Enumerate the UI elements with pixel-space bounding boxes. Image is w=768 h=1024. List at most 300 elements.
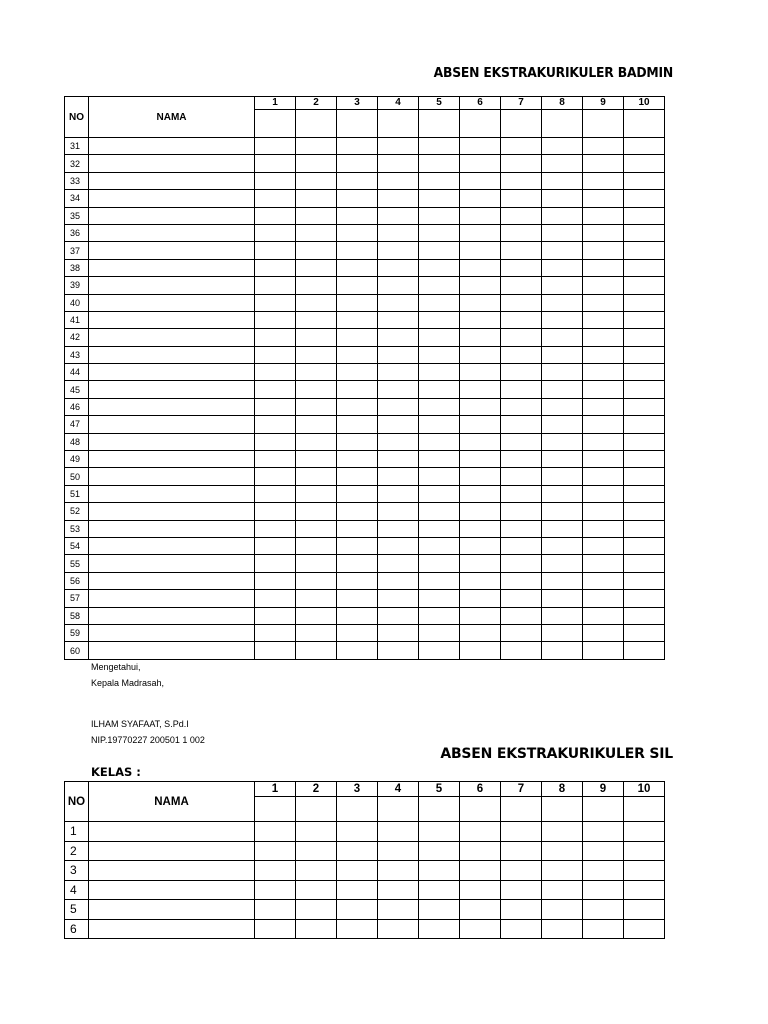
nama-cell[interactable]	[89, 880, 255, 900]
attendance-cell[interactable]	[460, 138, 501, 155]
attendance-cell[interactable]	[583, 190, 624, 207]
attendance-cell[interactable]	[624, 919, 665, 939]
attendance-cell[interactable]	[419, 503, 460, 520]
attendance-cell[interactable]	[501, 537, 542, 554]
attendance-cell[interactable]	[501, 346, 542, 363]
attendance-cell[interactable]	[419, 190, 460, 207]
attendance-cell[interactable]	[542, 861, 583, 881]
nama-cell[interactable]	[89, 398, 255, 415]
attendance-cell[interactable]	[337, 590, 378, 607]
attendance-cell[interactable]	[337, 172, 378, 189]
attendance-cell[interactable]	[583, 503, 624, 520]
attendance-cell[interactable]	[460, 572, 501, 589]
attendance-cell[interactable]	[255, 138, 296, 155]
nama-cell[interactable]	[89, 277, 255, 294]
attendance-cell[interactable]	[296, 433, 337, 450]
attendance-cell[interactable]	[255, 642, 296, 659]
nama-cell[interactable]	[89, 900, 255, 920]
attendance-cell[interactable]	[378, 138, 419, 155]
attendance-cell[interactable]	[460, 555, 501, 572]
attendance-cell[interactable]	[296, 259, 337, 276]
attendance-cell[interactable]	[255, 451, 296, 468]
attendance-cell[interactable]	[337, 642, 378, 659]
attendance-cell[interactable]	[542, 329, 583, 346]
nama-cell[interactable]	[89, 346, 255, 363]
attendance-cell[interactable]	[624, 590, 665, 607]
attendance-cell[interactable]	[460, 172, 501, 189]
attendance-cell[interactable]	[255, 329, 296, 346]
attendance-cell[interactable]	[419, 555, 460, 572]
attendance-cell[interactable]	[419, 381, 460, 398]
attendance-cell[interactable]	[378, 919, 419, 939]
attendance-cell[interactable]	[337, 624, 378, 641]
attendance-cell[interactable]	[583, 398, 624, 415]
attendance-cell[interactable]	[296, 919, 337, 939]
attendance-cell[interactable]	[583, 485, 624, 502]
attendance-cell[interactable]	[501, 607, 542, 624]
attendance-cell[interactable]	[460, 259, 501, 276]
attendance-cell[interactable]	[337, 503, 378, 520]
attendance-cell[interactable]	[337, 155, 378, 172]
attendance-cell[interactable]	[501, 841, 542, 861]
attendance-cell[interactable]	[583, 900, 624, 920]
attendance-cell[interactable]	[296, 381, 337, 398]
nama-cell[interactable]	[89, 572, 255, 589]
attendance-cell[interactable]	[460, 485, 501, 502]
nama-cell[interactable]	[89, 172, 255, 189]
nama-cell[interactable]	[89, 329, 255, 346]
attendance-cell[interactable]	[624, 900, 665, 920]
attendance-cell[interactable]	[419, 485, 460, 502]
attendance-cell[interactable]	[460, 311, 501, 328]
attendance-cell[interactable]	[378, 155, 419, 172]
attendance-cell[interactable]	[296, 242, 337, 259]
attendance-cell[interactable]	[296, 880, 337, 900]
nama-cell[interactable]	[89, 138, 255, 155]
attendance-cell[interactable]	[501, 329, 542, 346]
attendance-cell[interactable]	[583, 555, 624, 572]
attendance-cell[interactable]	[624, 520, 665, 537]
nama-cell[interactable]	[89, 311, 255, 328]
attendance-cell[interactable]	[419, 433, 460, 450]
attendance-cell[interactable]	[419, 242, 460, 259]
attendance-cell[interactable]	[378, 381, 419, 398]
attendance-cell[interactable]	[378, 624, 419, 641]
attendance-cell[interactable]	[501, 416, 542, 433]
attendance-cell[interactable]	[542, 520, 583, 537]
attendance-cell[interactable]	[624, 537, 665, 554]
attendance-cell[interactable]	[501, 207, 542, 224]
attendance-cell[interactable]	[337, 224, 378, 241]
attendance-cell[interactable]	[255, 520, 296, 537]
attendance-cell[interactable]	[378, 537, 419, 554]
nama-cell[interactable]	[89, 294, 255, 311]
attendance-cell[interactable]	[542, 138, 583, 155]
attendance-cell[interactable]	[460, 590, 501, 607]
attendance-cell[interactable]	[296, 364, 337, 381]
attendance-cell[interactable]	[419, 207, 460, 224]
attendance-cell[interactable]	[378, 841, 419, 861]
attendance-cell[interactable]	[501, 642, 542, 659]
attendance-cell[interactable]	[378, 346, 419, 363]
attendance-cell[interactable]	[378, 607, 419, 624]
attendance-cell[interactable]	[378, 822, 419, 842]
attendance-cell[interactable]	[337, 861, 378, 881]
attendance-cell[interactable]	[337, 242, 378, 259]
attendance-cell[interactable]	[255, 572, 296, 589]
attendance-cell[interactable]	[419, 900, 460, 920]
attendance-cell[interactable]	[337, 138, 378, 155]
attendance-cell[interactable]	[337, 416, 378, 433]
attendance-cell[interactable]	[255, 919, 296, 939]
nama-cell[interactable]	[89, 433, 255, 450]
attendance-cell[interactable]	[624, 841, 665, 861]
attendance-cell[interactable]	[337, 520, 378, 537]
attendance-cell[interactable]	[296, 138, 337, 155]
attendance-cell[interactable]	[624, 155, 665, 172]
attendance-cell[interactable]	[296, 172, 337, 189]
attendance-cell[interactable]	[624, 259, 665, 276]
attendance-cell[interactable]	[337, 919, 378, 939]
attendance-cell[interactable]	[337, 311, 378, 328]
nama-cell[interactable]	[89, 503, 255, 520]
attendance-cell[interactable]	[378, 416, 419, 433]
attendance-cell[interactable]	[296, 520, 337, 537]
attendance-cell[interactable]	[255, 607, 296, 624]
attendance-cell[interactable]	[542, 642, 583, 659]
attendance-cell[interactable]	[501, 590, 542, 607]
attendance-cell[interactable]	[419, 520, 460, 537]
attendance-cell[interactable]	[501, 520, 542, 537]
attendance-cell[interactable]	[624, 555, 665, 572]
attendance-cell[interactable]	[583, 224, 624, 241]
attendance-cell[interactable]	[542, 398, 583, 415]
attendance-cell[interactable]	[255, 364, 296, 381]
attendance-cell[interactable]	[542, 572, 583, 589]
attendance-cell[interactable]	[255, 155, 296, 172]
attendance-cell[interactable]	[460, 381, 501, 398]
attendance-cell[interactable]	[583, 172, 624, 189]
attendance-cell[interactable]	[542, 485, 583, 502]
attendance-cell[interactable]	[337, 555, 378, 572]
attendance-cell[interactable]	[419, 624, 460, 641]
attendance-cell[interactable]	[624, 381, 665, 398]
attendance-cell[interactable]	[296, 329, 337, 346]
attendance-cell[interactable]	[460, 468, 501, 485]
attendance-cell[interactable]	[255, 242, 296, 259]
attendance-cell[interactable]	[378, 572, 419, 589]
attendance-cell[interactable]	[583, 416, 624, 433]
nama-cell[interactable]	[89, 555, 255, 572]
attendance-cell[interactable]	[542, 172, 583, 189]
attendance-cell[interactable]	[542, 919, 583, 939]
attendance-cell[interactable]	[337, 433, 378, 450]
attendance-cell[interactable]	[624, 624, 665, 641]
nama-cell[interactable]	[89, 224, 255, 241]
attendance-cell[interactable]	[337, 346, 378, 363]
attendance-cell[interactable]	[460, 346, 501, 363]
attendance-cell[interactable]	[337, 485, 378, 502]
attendance-cell[interactable]	[583, 468, 624, 485]
attendance-cell[interactable]	[624, 224, 665, 241]
attendance-cell[interactable]	[460, 537, 501, 554]
attendance-cell[interactable]	[583, 451, 624, 468]
attendance-cell[interactable]	[378, 259, 419, 276]
attendance-cell[interactable]	[337, 277, 378, 294]
attendance-cell[interactable]	[378, 861, 419, 881]
nama-cell[interactable]	[89, 451, 255, 468]
attendance-cell[interactable]	[419, 919, 460, 939]
nama-cell[interactable]	[89, 242, 255, 259]
attendance-cell[interactable]	[255, 861, 296, 881]
attendance-cell[interactable]	[624, 329, 665, 346]
attendance-cell[interactable]	[624, 277, 665, 294]
attendance-cell[interactable]	[255, 381, 296, 398]
attendance-cell[interactable]	[255, 190, 296, 207]
attendance-cell[interactable]	[378, 190, 419, 207]
attendance-cell[interactable]	[378, 880, 419, 900]
attendance-cell[interactable]	[419, 861, 460, 881]
attendance-cell[interactable]	[419, 311, 460, 328]
attendance-cell[interactable]	[501, 224, 542, 241]
attendance-cell[interactable]	[419, 259, 460, 276]
attendance-cell[interactable]	[501, 398, 542, 415]
attendance-cell[interactable]	[296, 503, 337, 520]
attendance-cell[interactable]	[378, 590, 419, 607]
attendance-cell[interactable]	[583, 311, 624, 328]
attendance-cell[interactable]	[296, 398, 337, 415]
nama-cell[interactable]	[89, 537, 255, 554]
attendance-cell[interactable]	[460, 242, 501, 259]
nama-cell[interactable]	[89, 416, 255, 433]
attendance-cell[interactable]	[255, 311, 296, 328]
attendance-cell[interactable]	[460, 841, 501, 861]
attendance-cell[interactable]	[624, 138, 665, 155]
attendance-cell[interactable]	[501, 485, 542, 502]
attendance-cell[interactable]	[460, 207, 501, 224]
attendance-cell[interactable]	[583, 861, 624, 881]
attendance-cell[interactable]	[624, 364, 665, 381]
attendance-cell[interactable]	[337, 364, 378, 381]
attendance-cell[interactable]	[501, 822, 542, 842]
attendance-cell[interactable]	[624, 172, 665, 189]
attendance-cell[interactable]	[378, 364, 419, 381]
nama-cell[interactable]	[89, 190, 255, 207]
attendance-cell[interactable]	[460, 607, 501, 624]
attendance-cell[interactable]	[296, 155, 337, 172]
nama-cell[interactable]	[89, 607, 255, 624]
attendance-cell[interactable]	[255, 624, 296, 641]
attendance-cell[interactable]	[460, 451, 501, 468]
attendance-cell[interactable]	[501, 900, 542, 920]
attendance-cell[interactable]	[583, 572, 624, 589]
attendance-cell[interactable]	[419, 277, 460, 294]
attendance-cell[interactable]	[501, 468, 542, 485]
attendance-cell[interactable]	[501, 294, 542, 311]
attendance-cell[interactable]	[296, 277, 337, 294]
attendance-cell[interactable]	[583, 919, 624, 939]
attendance-cell[interactable]	[542, 822, 583, 842]
attendance-cell[interactable]	[255, 900, 296, 920]
attendance-cell[interactable]	[583, 242, 624, 259]
attendance-cell[interactable]	[542, 190, 583, 207]
attendance-cell[interactable]	[542, 503, 583, 520]
attendance-cell[interactable]	[255, 841, 296, 861]
attendance-cell[interactable]	[501, 861, 542, 881]
attendance-cell[interactable]	[255, 294, 296, 311]
attendance-cell[interactable]	[624, 485, 665, 502]
nama-cell[interactable]	[89, 520, 255, 537]
attendance-cell[interactable]	[255, 259, 296, 276]
attendance-cell[interactable]	[378, 294, 419, 311]
attendance-cell[interactable]	[337, 841, 378, 861]
attendance-cell[interactable]	[583, 822, 624, 842]
attendance-cell[interactable]	[378, 451, 419, 468]
attendance-cell[interactable]	[378, 207, 419, 224]
attendance-cell[interactable]	[296, 537, 337, 554]
attendance-cell[interactable]	[583, 259, 624, 276]
nama-cell[interactable]	[89, 468, 255, 485]
nama-cell[interactable]	[89, 207, 255, 224]
attendance-cell[interactable]	[624, 822, 665, 842]
attendance-cell[interactable]	[501, 364, 542, 381]
attendance-cell[interactable]	[255, 277, 296, 294]
attendance-cell[interactable]	[337, 190, 378, 207]
nama-cell[interactable]	[89, 861, 255, 881]
attendance-cell[interactable]	[255, 172, 296, 189]
attendance-cell[interactable]	[542, 207, 583, 224]
attendance-cell[interactable]	[542, 624, 583, 641]
attendance-cell[interactable]	[501, 311, 542, 328]
attendance-cell[interactable]	[419, 138, 460, 155]
attendance-cell[interactable]	[460, 861, 501, 881]
attendance-cell[interactable]	[419, 451, 460, 468]
nama-cell[interactable]	[89, 364, 255, 381]
attendance-cell[interactable]	[542, 537, 583, 554]
attendance-cell[interactable]	[460, 520, 501, 537]
attendance-cell[interactable]	[542, 242, 583, 259]
attendance-cell[interactable]	[378, 277, 419, 294]
attendance-cell[interactable]	[624, 642, 665, 659]
attendance-cell[interactable]	[583, 155, 624, 172]
attendance-cell[interactable]	[419, 155, 460, 172]
attendance-cell[interactable]	[296, 346, 337, 363]
attendance-cell[interactable]	[460, 822, 501, 842]
attendance-cell[interactable]	[501, 242, 542, 259]
attendance-cell[interactable]	[255, 346, 296, 363]
attendance-cell[interactable]	[337, 398, 378, 415]
attendance-cell[interactable]	[337, 880, 378, 900]
attendance-cell[interactable]	[337, 451, 378, 468]
attendance-cell[interactable]	[255, 433, 296, 450]
attendance-cell[interactable]	[501, 433, 542, 450]
nama-cell[interactable]	[89, 822, 255, 842]
attendance-cell[interactable]	[542, 590, 583, 607]
attendance-cell[interactable]	[296, 224, 337, 241]
nama-cell[interactable]	[89, 624, 255, 641]
attendance-cell[interactable]	[542, 259, 583, 276]
attendance-cell[interactable]	[583, 642, 624, 659]
attendance-cell[interactable]	[255, 468, 296, 485]
attendance-cell[interactable]	[460, 277, 501, 294]
attendance-cell[interactable]	[419, 398, 460, 415]
attendance-cell[interactable]	[583, 207, 624, 224]
attendance-cell[interactable]	[501, 190, 542, 207]
attendance-cell[interactable]	[624, 190, 665, 207]
attendance-cell[interactable]	[419, 642, 460, 659]
attendance-cell[interactable]	[460, 919, 501, 939]
attendance-cell[interactable]	[419, 537, 460, 554]
attendance-cell[interactable]	[419, 841, 460, 861]
attendance-cell[interactable]	[419, 822, 460, 842]
attendance-cell[interactable]	[296, 485, 337, 502]
attendance-cell[interactable]	[583, 433, 624, 450]
attendance-cell[interactable]	[583, 138, 624, 155]
attendance-cell[interactable]	[583, 537, 624, 554]
attendance-cell[interactable]	[501, 381, 542, 398]
attendance-cell[interactable]	[378, 242, 419, 259]
attendance-cell[interactable]	[542, 416, 583, 433]
attendance-cell[interactable]	[337, 329, 378, 346]
nama-cell[interactable]	[89, 642, 255, 659]
attendance-cell[interactable]	[542, 900, 583, 920]
attendance-cell[interactable]	[378, 468, 419, 485]
attendance-cell[interactable]	[542, 607, 583, 624]
attendance-cell[interactable]	[501, 572, 542, 589]
attendance-cell[interactable]	[378, 485, 419, 502]
attendance-cell[interactable]	[255, 485, 296, 502]
attendance-cell[interactable]	[296, 624, 337, 641]
nama-cell[interactable]	[89, 919, 255, 939]
attendance-cell[interactable]	[583, 624, 624, 641]
attendance-cell[interactable]	[419, 880, 460, 900]
attendance-cell[interactable]	[378, 642, 419, 659]
attendance-cell[interactable]	[378, 555, 419, 572]
attendance-cell[interactable]	[255, 224, 296, 241]
attendance-cell[interactable]	[296, 416, 337, 433]
attendance-cell[interactable]	[542, 364, 583, 381]
attendance-cell[interactable]	[337, 468, 378, 485]
attendance-cell[interactable]	[501, 555, 542, 572]
attendance-cell[interactable]	[337, 537, 378, 554]
attendance-cell[interactable]	[296, 900, 337, 920]
attendance-cell[interactable]	[583, 607, 624, 624]
attendance-cell[interactable]	[419, 416, 460, 433]
attendance-cell[interactable]	[583, 329, 624, 346]
attendance-cell[interactable]	[624, 433, 665, 450]
nama-cell[interactable]	[89, 590, 255, 607]
attendance-cell[interactable]	[378, 398, 419, 415]
attendance-cell[interactable]	[296, 451, 337, 468]
attendance-cell[interactable]	[255, 590, 296, 607]
attendance-cell[interactable]	[542, 277, 583, 294]
attendance-cell[interactable]	[296, 468, 337, 485]
attendance-cell[interactable]	[296, 572, 337, 589]
attendance-cell[interactable]	[419, 364, 460, 381]
attendance-cell[interactable]	[624, 416, 665, 433]
attendance-cell[interactable]	[583, 520, 624, 537]
attendance-cell[interactable]	[501, 451, 542, 468]
attendance-cell[interactable]	[460, 900, 501, 920]
attendance-cell[interactable]	[542, 468, 583, 485]
attendance-cell[interactable]	[255, 537, 296, 554]
attendance-cell[interactable]	[337, 207, 378, 224]
attendance-cell[interactable]	[419, 468, 460, 485]
attendance-cell[interactable]	[337, 822, 378, 842]
attendance-cell[interactable]	[460, 190, 501, 207]
attendance-cell[interactable]	[460, 880, 501, 900]
attendance-cell[interactable]	[542, 880, 583, 900]
